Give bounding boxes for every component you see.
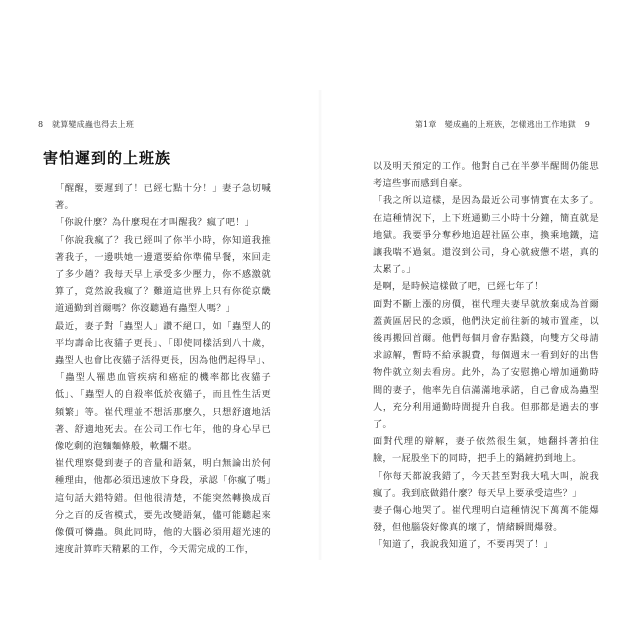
left-running-head (32, 119, 134, 130)
right-page-number: 9 (584, 120, 590, 129)
right-paragraph-6: 「你每天都說我錯了，今天甚至對我大吼大叫，說我瘋了。我到底做錯什麼？每天早上要承受這些？」 (373, 470, 599, 499)
right-paragraph-8: 「知道了，我說我知道了，不要再哭了！」 (373, 539, 554, 551)
right-paragraph-3: 是啊，是時候這樣做了吧，已經七年了！ (373, 281, 544, 293)
right-paragraph-1: 以及明天預定的工作。他對自己在半夢半醒間仍能思考這些事而感到自豪。 (373, 161, 599, 190)
left-running-head-title: 就算變成蟲也得去上班 (52, 120, 135, 129)
right-paragraph-7: 妻子傷心地哭了。崔代理明白這種情況下萬萬不能爆發，但他腦袋好像真的壞了，情緒瞬間爆發。 (373, 505, 599, 534)
right-paragraph-4: 面對不斷上漲的房價，崔代理夫妻早就放棄成為首爾蓋黃區居民的念頭，他們決定前往新的城市置產，以後再搬回首爾。他們每個月會存點錢，向雙方父母請求諒解，暫時不給承親費，每個週末一看到好的出售物件就立刻去看房。此外，為了安慰擔心增加通勤時間的妻子，他率先自信滿滿地承諾，自己會成為蟲型人，充分利用通勤時間提升自我。但那都是過去的事了。 (373, 298, 599, 431)
right-paragraph-2: 「我之所以這樣，是因為最近公司事情實在太多了。在這種情況下，上下班通勤三小時十分鐘，簡直就是地獄。我要爭分奪秒地追趕社區公車，換乘地鐵，這讓我喘不過氣。還沒到公司，身心就疲憊不堪，真的太累了。」 (373, 195, 599, 276)
right-running-head-title: 第1章 變成蟲的上班族，怎樣逃出工作地獄 (414, 120, 576, 129)
left-paragraph-2: 「你說什麼？為什麼現在才叫醒我？瘋了吧！」 (55, 217, 255, 229)
right-body-text (373, 158, 599, 554)
left-paragraph-1: 「醒醒，要遲到了！已經七點十分！」妻子急切喊著。 (55, 183, 271, 212)
right-paragraph-5: 面對代理的辯解，妻子依然很生氣，她翻抖著拍住臉，一屁股坐下的同時，把手上的鍋鏟扔到地上。 (373, 436, 599, 465)
left-paragraph-3: 「你說我瘋了？我已經叫了你半小時，你知道我推著我子，一邊哄她一邊還要給你準備早餐，來回走了多少趟？我每天早上承受多少壓力，你不感激就算了，竟然說我瘋了？難道這世界上只有你從京畿道通勤到首爾嗎？你沒聽過有蟲型人嗎？」 (55, 234, 271, 315)
left-body-text (55, 180, 271, 558)
left-page-number: 8 (38, 120, 44, 129)
left-paragraph-5: 崔代理察覺到妻子的音量和語氣，明白無論出於何種理由，他都必須迅速放下身段，承認「你瘋了嗎」這句話大錯特錯。但他很清楚，不能突然轉換成百分之百的反省模式，要先改變語氣，儘可能聽起來像價可憐蟲。與此同時，他的大腦必須用超光速的速度計算昨天精累的工作，今天需完成的工作， (55, 458, 271, 556)
right-page (320, 0, 640, 640)
right-running-head (415, 119, 596, 130)
chapter-title: 害怕遲到的上班族 (43, 149, 172, 167)
left-paragraph-4: 最近，妻子對「蟲型人」讚不絕口，如「蟲型人的平均壽命比夜貓子更長」、「即使同樣活到八十歲，蟲型人也會比夜貓子活得更長，因為他們起得早」、「蟲型人罹患血管疾病和癌症的機率都比夜貓子低」、「蟲型人的自殺率低於夜貓子，而且性生活更頻繁」等。崔代理並不想活那麼久，只想舒適地活著、舒適地死去。在公司工作七年，他的身心早已像吃剩的泡麵麵條般，軟爛不堪。 (55, 320, 271, 453)
